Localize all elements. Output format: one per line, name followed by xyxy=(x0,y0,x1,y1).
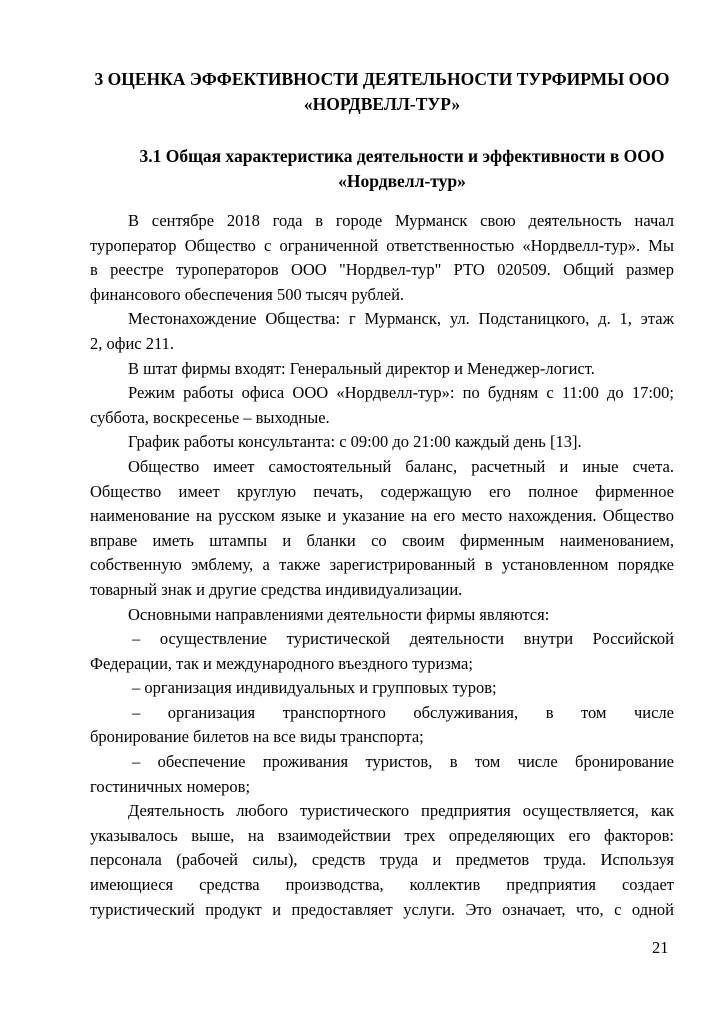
text-line: туроператор Общество с ограниченной ответственностью «Нордвелл-тур». Мы xyxy=(90,235,674,255)
text-line: указывалось выше, на взаимодействии трех определяющих его факторов: xyxy=(90,825,674,845)
text-line: наименование на русском языке и указание на его место нахождения. Общество xyxy=(90,506,674,526)
text-line: График работы консультанта: с 09:00 до 21:00 каждый день [13]. xyxy=(128,432,582,452)
text-line: товарный знак и другие средства индивидуализации. xyxy=(90,579,463,599)
chapter-title xyxy=(90,67,674,117)
section-title xyxy=(110,144,694,194)
text-line: имеющиеся средства производства, коллектив предприятия создает xyxy=(90,875,674,895)
text-line: 2, офис 211. xyxy=(90,333,174,353)
text-line: Общество имеет самостоятельный баланс, расчетный и иные счета. xyxy=(128,456,674,476)
page-number: 21 xyxy=(652,938,669,957)
text-line: суббота, воскресенье – выходные. xyxy=(90,407,330,427)
list-item-line: – осуществление туристической деятельности внутри Российской xyxy=(132,629,674,649)
text-line: Основными направлениями деятельности фирмы являются: xyxy=(128,604,550,624)
text-line: Федерации, так и международного въездного туризма; xyxy=(90,653,473,673)
text-line: В сентябре 2018 года в городе Мурманск свою деятельность начал xyxy=(128,211,674,230)
text-line: Общество имеет круглую печать, содержащую его полное фирменное xyxy=(90,481,674,501)
text-line: Режим работы офиса ООО «Нордвелл-тур»: по будням с 11:00 до 17:00; xyxy=(128,383,674,403)
text-line: персонала (рабочей силы), средств труда и предметов труда. Используя xyxy=(90,850,674,870)
body-text xyxy=(90,209,674,922)
text-line: собственную эмблему, а также зарегистрированный в установленном порядке xyxy=(90,555,674,575)
text-line: Местонахождение Общества: г Мурманск, ул. Подстаницкого, д. 1, этаж xyxy=(128,309,674,329)
text-line: финансового обеспечения 500 тысяч рублей. xyxy=(90,284,405,304)
text-line: вправе иметь штампы и бланки со своим фирменным наименованием, xyxy=(90,530,674,550)
chapter-title-line: «НОРДВЕЛЛ-ТУР» xyxy=(303,94,461,114)
section-title-line: «Нордвелл-тур» xyxy=(338,171,466,191)
text-line: в реестре туроператоров ООО "Нордвел-тур" РТО 020509. Общий размер xyxy=(90,260,674,280)
list-item-line: – обеспечение проживания туристов, в том числе бронирование xyxy=(132,752,674,772)
text-line: В штат фирмы входят: Генеральный директор и Менеджер-логист. xyxy=(128,358,595,378)
text-line: гостиничных номеров; xyxy=(90,776,251,796)
text-line: туристический продукт и предоставляет услуги. Это означает, что, с одной xyxy=(90,899,674,919)
chapter-title-line: 3 ОЦЕНКА ЭФФЕКТИВНОСТИ ДЕЯТЕЛЬНОСТИ ТУРФИРМЫ ООО xyxy=(94,69,670,89)
text-line: бронирование билетов на все виды транспорта; xyxy=(90,727,424,747)
list-item-line: – организация транспортного обслуживания, в том числе xyxy=(132,702,674,722)
section-title-line: 3.1 Общая характеристика деятельности и эффективности в ООО xyxy=(139,146,665,166)
text-line: Деятельность любого туристического предприятия осуществляется, как xyxy=(128,801,674,821)
list-item-line: – организация индивидуальных и групповых туров; xyxy=(132,678,497,698)
